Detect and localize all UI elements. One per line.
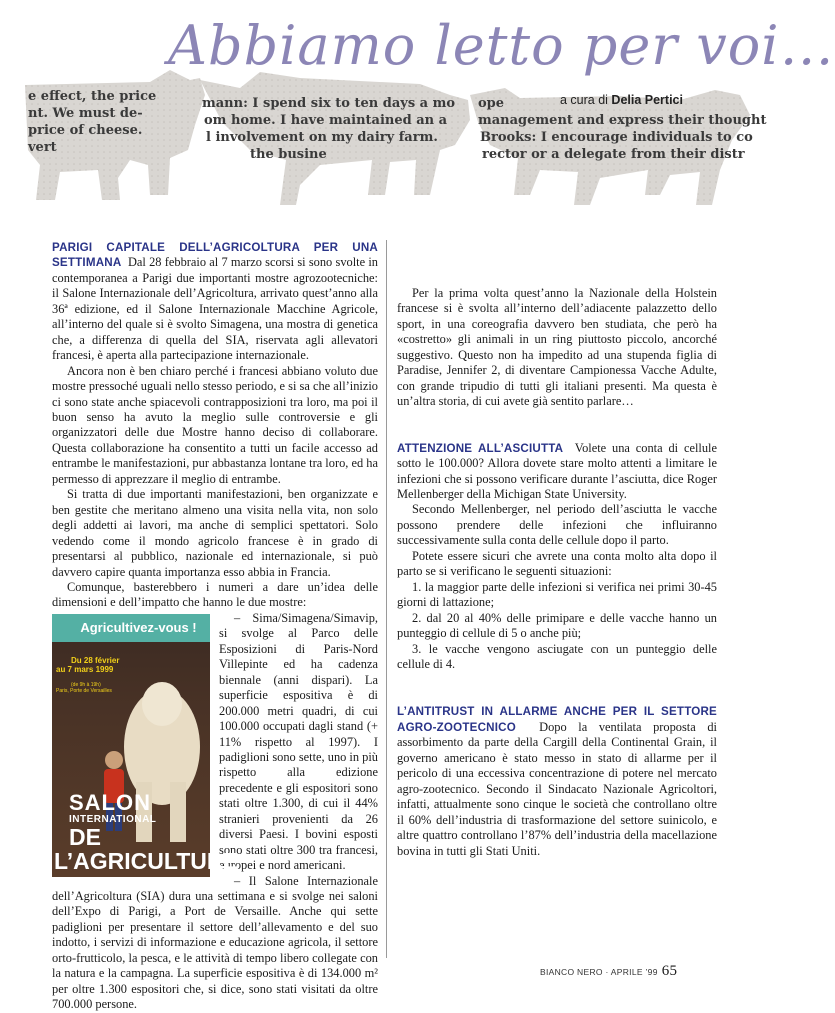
article-paragraph: ATTENZIONE ALL’ASCIUTTA Volete una conta di cellule sotto le 100.000? Allora dovete stare molto attenti a limitare le infezioni che si possono verificare durante l’asciutta, dice Roger Mellenberger della Michigan State University. bbox=[397, 440, 717, 501]
article-paragraph-with-poster: Agricultivez-vous ! Du 28 février au 7 mars 1999 (de 9h à 19h) Paris, Porte de Versailles SALON INTERNATIONAL DE L’AGRICULTURE – Sima/Simagena/Simavip, si svolge al Parco delle Esposizioni di Paris-Nord Villepinte ed ha cadenza biennale (anni dispari). La superficie espositiva è di 200.000 metri quadri, di cui 100.000 occupati dagli stand (+ 11% rispetto al 1997). I padiglioni sono sette, uno in più rispetto alla edizione precedente e gli espositori sono stati oltre 1.300, di cui il 44% stranieri provenienti da 26 diversi Paesi. I bovini esposti sono stati oltre 300 tra francesi, europei e nord americani. bbox=[52, 611, 378, 874]
header-collage bbox=[0, 0, 835, 225]
byline bbox=[560, 93, 683, 107]
collage-text-mid-1: mann: I spend six to ten days a mo bbox=[202, 96, 456, 111]
collage-text-right-1: ope bbox=[478, 96, 505, 111]
article-paragraph: Si tratta di due importanti manifestazioni, ben organizzate e ben gestite che meritano almeno una visita nella vita, non solo degli addetti ai lavori, ma anche di semplici spettatori. Solo vedendo come il mondo agricolo francese è in grado di presentarsi al pubblico, nazionale ed internazionale, si può davvero capire quanta importanza esso abbia in Francia. bbox=[52, 487, 378, 579]
article-paragraph: L’ANTITRUST IN ALLARME ANCHE PER IL SETTORE AGRO-ZOOTECNICO Dopo la ventilata proposta di assorbimento da parte della Cargill della Continental Grain, il governo americano è stato messo in stato di allarme per il pericolo di una eccessiva concentrazione di potere nel mercato agro-zootecnico. Secondo il Sindacato Nazionale Agricoltori, infatti, attualmente sono cinque le società che controllano oltre il 60% dell’industria di trasformazione del settore suinicolo, e altre quattro controllano l’87% dell’industria della macellazione bovina in tutti gli Stati Uniti. bbox=[397, 705, 717, 858]
article-paragraph: Potete essere sicuri che avrete una conta molto alta dopo il parto se si verificano le seguenti situazioni: bbox=[397, 548, 717, 579]
article-heading-paris: PARIGI CAPITALE DELL’AGRICOLTURA PER UNA SETTIMANA bbox=[52, 241, 378, 270]
collage-text-left-2: nt. We must de- bbox=[28, 106, 143, 121]
collage-text-right-4: rector or a delegate from their distr bbox=[482, 147, 745, 162]
article-paragraph: PARIGI CAPITALE DELL’AGRICOLTURA PER UNA SETTIMANA Dal 28 febbraio al 7 marzo scorsi si sono svolte in contemporanea a Parigi due importanti mostre agrozootecniche: il Salone Internazionale dell’Agricoltura, arrivato quest’anno alla 36ª edizione, ed il Salone Internazionale Macchine Agricole, all’interno del quale si è svolto Simagena, una mostra di genetica che, a differenza di quella del SIA, riservata agli allevatori francesi, è aperta alla partecipazione internazionale. bbox=[52, 241, 378, 363]
article-paragraph: Per la prima volta quest’anno la Nazionale della Holstein francese si è svolta all’interno dell’adiacente palazzetto dello sport, in una coreografia davvero ben studiata, che però ha «costretto» gli animali in un ring piuttosto piccolo, ancorché suggestivo. Questo non ha impedito ad una stupenda figlia di Paradise, Jennifer 2, di diventare Campionessa Vacche Adulte, con grande tripudio di tutti gli italiani presenti. Ma questa è un’altra storia, di cui avete già sentito parlare… bbox=[397, 286, 717, 409]
byline-prefix: a cura di bbox=[560, 93, 612, 107]
byline-author: Delia Pertici bbox=[611, 93, 683, 107]
collage-text-left-4: vert bbox=[28, 140, 57, 155]
article-paragraph: – Il Salone Internazionale dell’Agricoltura (SIA) dura una settimana e si svolge nei saloni dell’Expo di Parigi, a Port de Versaille. Anche qui sette padiglioni per presentare il settore dell’allevamento e del suo indotto, i servizi di informazione e educazione agricola, il settore orto-frutticolo, la pesca, e le attività di tempo libero collegate con la natura e la campagna. La superficie espositiva è di 134.000 m² per oltre 1.300 espositori che, si dice, sono stati visitati da oltre 700.000 persone. bbox=[52, 873, 378, 1012]
poster-brand: SALON INTERNATIONAL DE L’AGRICULTURE bbox=[54, 789, 239, 874]
page-title: Abbiamo letto per voi… bbox=[168, 14, 835, 77]
article-heading-asciutta: ATTENZIONE ALL’ASCIUTTA bbox=[397, 441, 564, 455]
poster-dates: Du 28 février au 7 mars 1999 bbox=[56, 655, 120, 674]
article-paragraph: Comunque, basterebbero i numeri a dare un’idea delle dimensioni e dell’impatto che hanno le due mostre: bbox=[52, 579, 378, 610]
article-heading-antitrust: L’ANTITRUST IN ALLARME ANCHE PER IL SETTORE AGRO-ZOOTECNICO bbox=[397, 705, 717, 734]
article-paragraph: Ancora non è ben chiaro perché i francesi abbiano voluto due mostre pressoché uguali nello stesso periodo, e si sa che all’inizio ci sono state anche spiacevoli contrapposizioni tra loro, ma poi il buon senso ha avuto la meglio sulle controversie e gli organizzatori delle due Mostre hanno deciso di collaborare. Questa collaborazione ha consentito a tutti un facile accesso ad entrambe le manifestazioni, pur abbastanza lontane tra loro, ed ha permesso di apprezzare il meglio di entrambe. bbox=[52, 363, 378, 486]
page-footer bbox=[540, 963, 677, 980]
collage-text-right-2: management and express their thought bbox=[478, 113, 767, 128]
magazine-issue: BIANCO NERO · APRILE ’99 bbox=[540, 967, 658, 977]
collage-text-right-3: Brooks: I encourage individuals to co bbox=[480, 130, 753, 145]
list-item: 1. la maggior parte delle infezioni si verifica nei primi 30-45 giorni di lattazione; bbox=[397, 579, 717, 610]
collage-text-mid-4: the busine bbox=[250, 147, 327, 162]
collage-text-left-3: price of cheese. bbox=[28, 123, 143, 138]
collage-text-mid-3: l involvement on my dairy farm. bbox=[206, 130, 438, 145]
poster-slogan: Agricultivez-vous ! bbox=[52, 614, 210, 642]
left-column bbox=[52, 240, 378, 1013]
right-column bbox=[397, 286, 717, 859]
column-divider bbox=[386, 240, 387, 958]
collage-text-mid-2: om home. I have maintained an a bbox=[204, 113, 448, 128]
list-item: 3. le vacche vengono asciugate con un punteggio delle cellule di 4. bbox=[397, 641, 717, 671]
page-number: 65 bbox=[661, 963, 678, 979]
poster-hours: (de 9h à 19h) Paris, Porte de Versailles bbox=[56, 681, 112, 694]
list-item: 2. dal 20 al 40% delle primipare e delle vacche hanno un punteggio di cellule di 5 o anche più; bbox=[397, 610, 717, 641]
collage-text-left-1: e effect, the price bbox=[28, 89, 157, 104]
article-paragraph: Secondo Mellenberger, nel periodo dell’asciutta le vacche possono prendere delle infezioni che influiranno successivamente sulla conta delle cellule dopo il parto. bbox=[397, 502, 717, 548]
